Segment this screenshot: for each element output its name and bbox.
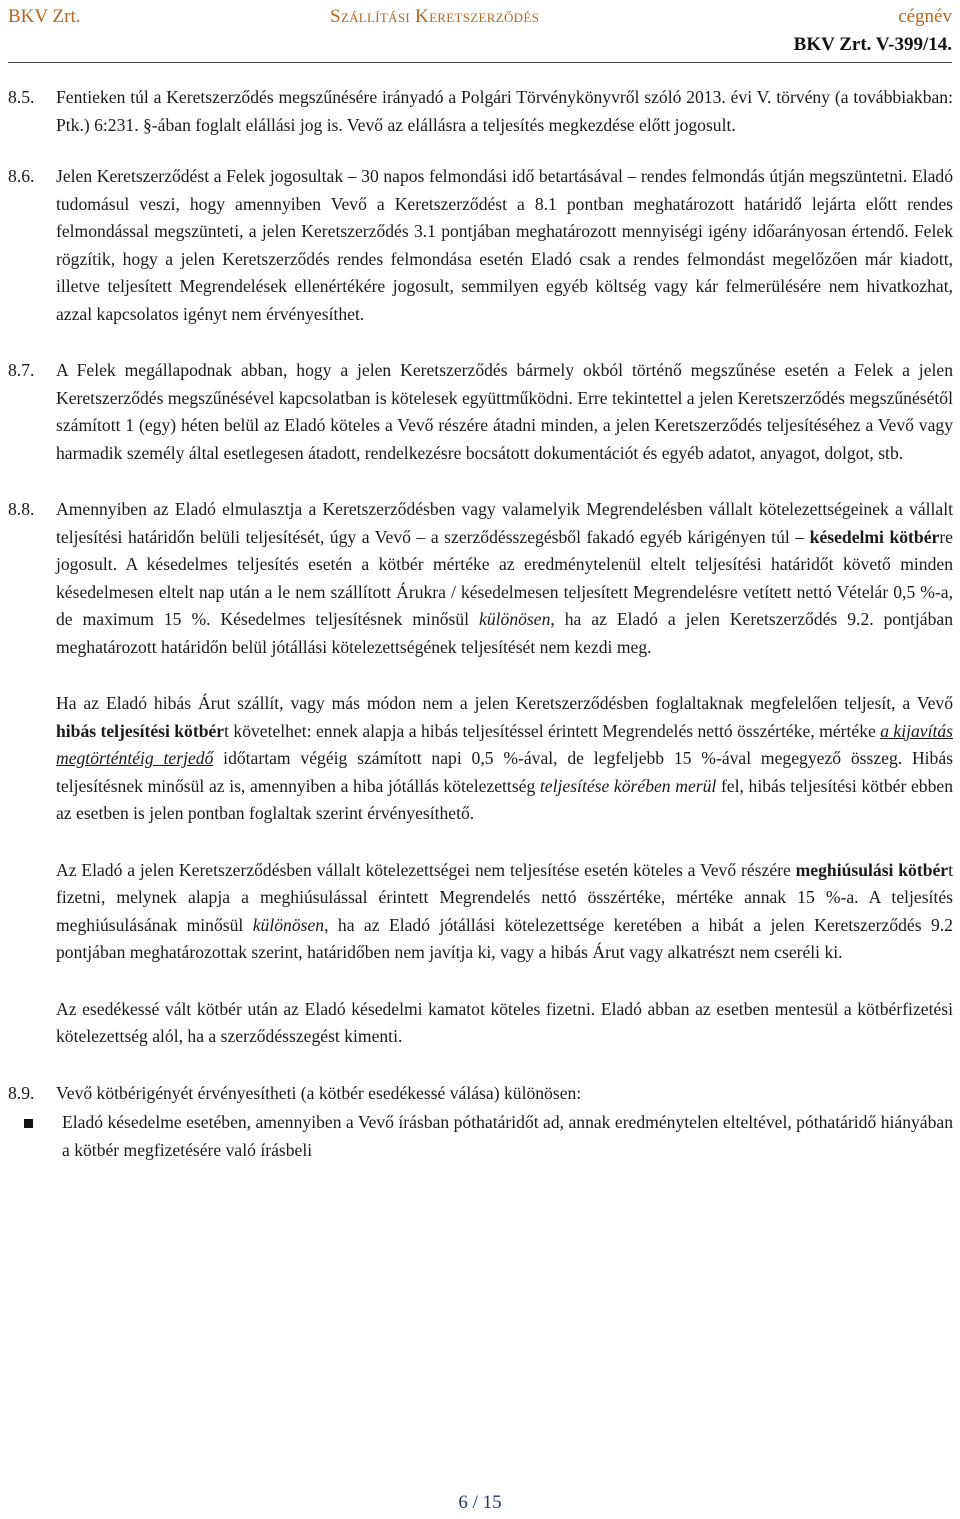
- section-8-7: [8, 357, 953, 467]
- page-header: [0, 0, 960, 64]
- section-8-6: [8, 163, 953, 328]
- list-item-text: Eladó késedelme esetében, amennyiben a Vevő írásban póthatáridőt ad, annak eredménytelen elteltével, póthatáridő hiányában a kötbér megfizetésére való írásbeli: [62, 1112, 953, 1160]
- section-text: Fentieken túl a Keretszerződés megszűnésére irányadó a Polgári Törvénykönyvről szóló 2013. évi V. törvény (a továbbiakban: Ptk.) 6:231. §-ában foglalt elállási jog is. Vevő az elállásra a teljesítés megkezdése előtt jogosult.: [56, 87, 953, 135]
- section-8-5: [8, 84, 953, 139]
- header-document-title: Szállítási Keretszerződés: [330, 6, 540, 27]
- header-reference-number: BKV Zrt. V-399/14.: [793, 34, 952, 55]
- paragraph-defective-penalty: Ha az Eladó hibás Árut szállít, vagy más módon nem a jelen Keretszerződésben foglaltaknak megfelelően teljesít, a Vevő hibás teljesítési kötbért követelhet: ennek alapja a hibás teljesítéssel érintett Megrendelés nettó összértéke, mértéke a kijavítás megtörténtéig terjedő időtartam végéig számított napi 0,5 %-ával, de legfeljebb 15 %-ával megegyező összeg. Hibás teljesítésnek minősül az is, amennyiben a hiba jótállás kötelezettség teljesítése körében merül fel, hibás teljesítési kötbér ebben az esetben is jelen pontban foglaltak szerint érvényesíthető.: [56, 693, 954, 823]
- section-text: A Felek megállapodnak abban, hogy a jelen Keretszerződés bármely okból történő megszűnése esetén a Felek a jelen Keretszerződés megszűnésével kapcsolatban is kötelesek együttműködni. Erre tekintettel a jelen Keretszerződés megszűnésétől számított 1 (egy) héten belül az Eladó köteles a Vevő részére átadni minden, a jelen Keretszerződés teljesítéséhez a Vevő vagy harmadik személy által esetlegesen átadott, rendelkezésre bocsátott dokumentációt és egyéb adatot, anyagot, dolgot, stb.: [56, 360, 953, 463]
- list-item: [8, 1109, 953, 1164]
- header-company: BKV Zrt.: [8, 6, 81, 27]
- term-failure-penalty: meghiúsulási kötbér: [795, 859, 949, 880]
- square-bullet-icon: [8, 1109, 62, 1137]
- term-late-penalty: késedelmi kötbér: [809, 526, 940, 547]
- term-defective-penalty: hibás teljesítési kötbér: [56, 720, 225, 741]
- section-8-8: [8, 496, 953, 1051]
- section-8-9: [8, 1080, 953, 1108]
- section-text: Jelen Keretszerződést a Felek jogosultak – 30 napos felmondási idő betartásával – rendes felmondás útján megszüntetni. Eladó tudomásul veszi, hogy amennyiben Vevő a Keretszerződést a 8.1 pontban meghatározott határidő lejárta előtt rendes felmondással megszünteti, a jelen Keretszerződés 3.1 pontjában meghatározott mennyiségi igény időarányosan értendő. Felek rögzítik, hogy a jelen Keretszerződés rendes felmondása esetén Eladó csak a rendes felmondást megelőzően már kiadott, illetve teljesített Megrendelések ellenértékére jogosult, semmilyen egyéb költség vagy kár felmerülésére nem hivatkozhat, azzal kapcsolatos igényt nem érvényesíthet.: [56, 166, 953, 324]
- section-number: 8.9.: [8, 1082, 35, 1103]
- section-text: Vevő kötbérigényét érvényesítheti (a kötbér esedékessé válása) különösen:: [56, 1082, 582, 1103]
- section-number: 8.8.: [8, 499, 35, 519]
- section-number: 8.6.: [8, 166, 35, 186]
- section-number: 8.7.: [8, 360, 35, 380]
- section-number: 8.5.: [8, 87, 35, 107]
- paragraph-failure-penalty: Az Eladó a jelen Keretszerződésben vállalt kötelezettségei nem teljesítése esetén köteles a Vevő részére meghiúsulási kötbért fizetni, melynek alapja a meghiúsulással érintett Megrendelés nettó összértéke, mértéke annak 15 %-a. A teljesítés meghiúsulásának minősül különösen, ha az Eladó jótállási kötelezettsége keretében a hibát a jelen Keretszerződés 9.2 pontjában meghatározottak szerint, határidőben nem javítja ki, vagy a hibás Árut vagy alkatrészt nem cseréli ki.: [56, 859, 954, 962]
- header-divider: [8, 62, 952, 63]
- document-body: [8, 84, 953, 1164]
- header-company-placeholder: cégnév: [898, 6, 952, 27]
- paragraph-late-penalty: Amennyiben az Eladó elmulasztja a Keretszerződésben vagy valamelyik Megrendelésben vállalt kötelezettségeinek a vállalt teljesítési határidőn belüli teljesítését, úgy a Vevő – a szerződésszegésből fakadó egyéb kárigényen túl – késedelmi kötbérre jogosult. A késedelmes teljesítés esetén a kötbér mértéke az eredménytelenül eltelt teljesítési határidőt követő minden késedelmesen eltelt nap után a le nem szállított Árukra / késedelmesen teljesített Megrendelésre vetített nettó Vételár 0,5 %-a, de maximum 15 %. Késedelmes teljesítésnek minősül különösen, ha az Eladó a jelen Keretszerződés 9.2. pontjában meghatározott határidőn belül jótállási kötelezettségének teljesítését nem kezdi meg.: [56, 499, 953, 657]
- page-number: 6 / 15: [458, 1492, 502, 1513]
- paragraph-interest: Az esedékessé vált kötbér után az Eladó késedelmi kamatot köteles fizetni. Eladó abban az esetben mentesül a kötbérfizetési kötelezettség alól, ha a szerződésszegést kimenti.: [56, 998, 953, 1046]
